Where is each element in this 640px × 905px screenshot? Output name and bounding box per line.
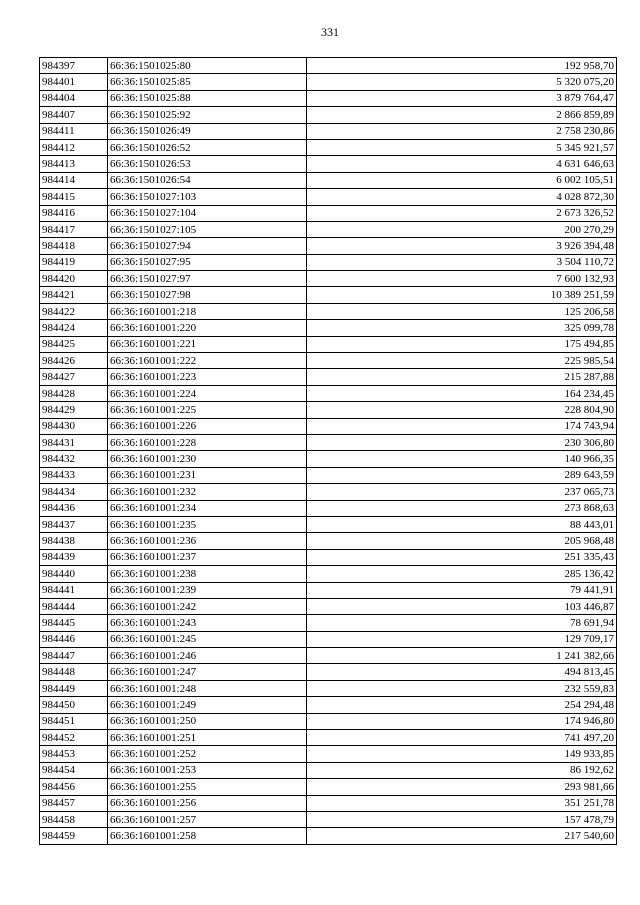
row-id-cell: 984420 <box>40 271 108 287</box>
row-id-cell: 984445 <box>40 615 108 631</box>
table-row <box>40 205 617 221</box>
table-row <box>40 336 617 352</box>
cadastral-value-cell: 1 241 382,66 <box>307 648 617 664</box>
cadastral-value-cell: 79 441,91 <box>307 582 617 598</box>
cadastral-number-cell: 66:36:1601001:222 <box>108 353 307 369</box>
cadastral-number-cell: 66:36:1601001:256 <box>108 795 307 811</box>
table-row <box>40 648 617 664</box>
table-row <box>40 795 617 811</box>
cadastral-number-cell: 66:36:1501026:53 <box>108 156 307 172</box>
cadastral-number-cell: 66:36:1601001:251 <box>108 730 307 746</box>
cadastral-number-cell: 66:36:1601001:226 <box>108 418 307 434</box>
cadastral-value-cell: 217 540,60 <box>307 828 617 844</box>
row-id-cell: 984444 <box>40 598 108 614</box>
row-id-cell: 984449 <box>40 680 108 696</box>
table-row <box>40 762 617 778</box>
row-id-cell: 984429 <box>40 402 108 418</box>
cadastral-number-cell: 66:36:1501027:95 <box>108 254 307 270</box>
cadastral-number-cell: 66:36:1601001:253 <box>108 762 307 778</box>
cadastral-number-cell: 66:36:1501025:80 <box>108 58 307 74</box>
table-row <box>40 107 617 123</box>
row-id-cell: 984424 <box>40 320 108 336</box>
table-row <box>40 418 617 434</box>
cadastral-number-cell: 66:36:1601001:258 <box>108 828 307 844</box>
row-id-cell: 984440 <box>40 566 108 582</box>
cadastral-value-cell: 273 868,63 <box>307 500 617 516</box>
cadastral-value-cell: 5 320 075,20 <box>307 74 617 90</box>
cadastral-number-cell: 66:36:1601001:225 <box>108 402 307 418</box>
table-row <box>40 713 617 729</box>
cadastral-number-cell: 66:36:1501027:98 <box>108 287 307 303</box>
cadastral-number-cell: 66:36:1501027:105 <box>108 221 307 237</box>
cadastral-value-cell: 164 234,45 <box>307 385 617 401</box>
table-row <box>40 402 617 418</box>
cadastral-number-cell: 66:36:1601001:238 <box>108 566 307 582</box>
table-row <box>40 500 617 516</box>
row-id-cell: 984446 <box>40 631 108 647</box>
row-id-cell: 984441 <box>40 582 108 598</box>
cadastral-value-cell: 254 294,48 <box>307 697 617 713</box>
cadastral-number-cell: 66:36:1601001:220 <box>108 320 307 336</box>
table-row <box>40 303 617 319</box>
table-row <box>40 139 617 155</box>
row-id-cell: 984425 <box>40 336 108 352</box>
cadastral-number-cell: 66:36:1601001:221 <box>108 336 307 352</box>
cadastral-value-cell: 7 600 132,93 <box>307 271 617 287</box>
cadastral-value-cell: 3 879 764,47 <box>307 90 617 106</box>
cadastral-value-cell: 225 985,54 <box>307 353 617 369</box>
row-id-cell: 984404 <box>40 90 108 106</box>
cadastral-value-cell: 289 643,59 <box>307 467 617 483</box>
table-row <box>40 566 617 582</box>
cadastral-number-cell: 66:36:1501027:94 <box>108 238 307 254</box>
cadastral-number-cell: 66:36:1501026:54 <box>108 172 307 188</box>
cadastral-number-cell: 66:36:1601001:245 <box>108 631 307 647</box>
cadastral-number-cell: 66:36:1601001:236 <box>108 533 307 549</box>
row-id-cell: 984439 <box>40 549 108 565</box>
row-id-cell: 984451 <box>40 713 108 729</box>
row-id-cell: 984412 <box>40 139 108 155</box>
table-row <box>40 254 617 270</box>
row-id-cell: 984419 <box>40 254 108 270</box>
table-row <box>40 451 617 467</box>
cadastral-value-cell: 230 306,80 <box>307 434 617 450</box>
cadastral-number-cell: 66:36:1501027:103 <box>108 189 307 205</box>
row-id-cell: 984437 <box>40 516 108 532</box>
table-row <box>40 287 617 303</box>
cadastral-number-cell: 66:36:1601001:257 <box>108 811 307 827</box>
row-id-cell: 984416 <box>40 205 108 221</box>
table-row <box>40 631 617 647</box>
cadastral-number-cell: 66:36:1501027:104 <box>108 205 307 221</box>
table-row <box>40 434 617 450</box>
table-row <box>40 516 617 532</box>
table-row <box>40 189 617 205</box>
cadastral-number-cell: 66:36:1601001:249 <box>108 697 307 713</box>
row-id-cell: 984447 <box>40 648 108 664</box>
row-id-cell: 984417 <box>40 221 108 237</box>
cadastral-number-cell: 66:36:1601001:243 <box>108 615 307 631</box>
cadastral-number-cell: 66:36:1601001:223 <box>108 369 307 385</box>
row-id-cell: 984415 <box>40 189 108 205</box>
row-id-cell: 984456 <box>40 779 108 795</box>
row-id-cell: 984453 <box>40 746 108 762</box>
cadastral-value-table <box>39 57 617 845</box>
row-id-cell: 984422 <box>40 303 108 319</box>
row-id-cell: 984401 <box>40 74 108 90</box>
table-row <box>40 238 617 254</box>
row-id-cell: 984434 <box>40 484 108 500</box>
cadastral-value-cell: 174 743,94 <box>307 418 617 434</box>
table-row <box>40 467 617 483</box>
cadastral-value-cell: 2 758 230,86 <box>307 123 617 139</box>
cadastral-number-cell: 66:36:1601001:228 <box>108 434 307 450</box>
cadastral-value-cell: 3 926 394,48 <box>307 238 617 254</box>
cadastral-number-cell: 66:36:1601001:255 <box>108 779 307 795</box>
row-id-cell: 984413 <box>40 156 108 172</box>
cadastral-value-cell: 125 206,58 <box>307 303 617 319</box>
table-row <box>40 730 617 746</box>
row-id-cell: 984427 <box>40 369 108 385</box>
table-row <box>40 353 617 369</box>
table-row <box>40 172 617 188</box>
row-id-cell: 984411 <box>40 123 108 139</box>
table-row <box>40 598 617 614</box>
cadastral-value-cell: 3 504 110,72 <box>307 254 617 270</box>
table-row <box>40 811 617 827</box>
cadastral-number-cell: 66:36:1501025:92 <box>108 107 307 123</box>
cadastral-number-cell: 66:36:1601001:247 <box>108 664 307 680</box>
table-row <box>40 779 617 795</box>
cadastral-value-cell: 232 559,83 <box>307 680 617 696</box>
cadastral-value-cell: 251 335,43 <box>307 549 617 565</box>
table-row <box>40 58 617 74</box>
cadastral-value-cell: 6 002 105,51 <box>307 172 617 188</box>
cadastral-value-cell: 351 251,78 <box>307 795 617 811</box>
cadastral-value-cell: 285 136,42 <box>307 566 617 582</box>
cadastral-number-cell: 66:36:1601001:248 <box>108 680 307 696</box>
row-id-cell: 984414 <box>40 172 108 188</box>
row-id-cell: 984433 <box>40 467 108 483</box>
cadastral-value-cell: 741 497,20 <box>307 730 617 746</box>
row-id-cell: 984428 <box>40 385 108 401</box>
cadastral-number-cell: 66:36:1601001:224 <box>108 385 307 401</box>
cadastral-number-cell: 66:36:1601001:237 <box>108 549 307 565</box>
cadastral-value-cell: 78 691,94 <box>307 615 617 631</box>
cadastral-value-cell: 228 804,90 <box>307 402 617 418</box>
row-id-cell: 984450 <box>40 697 108 713</box>
cadastral-value-cell: 494 813,45 <box>307 664 617 680</box>
table-row <box>40 90 617 106</box>
cadastral-value-cell: 4 028 872,30 <box>307 189 617 205</box>
cadastral-value-cell: 2 673 326,52 <box>307 205 617 221</box>
cadastral-value-cell: 157 478,79 <box>307 811 617 827</box>
table-body <box>40 58 617 845</box>
row-id-cell: 984397 <box>40 58 108 74</box>
row-id-cell: 984431 <box>40 434 108 450</box>
cadastral-value-cell: 200 270,29 <box>307 221 617 237</box>
row-id-cell: 984438 <box>40 533 108 549</box>
table-row <box>40 484 617 500</box>
cadastral-number-cell: 66:36:1501026:49 <box>108 123 307 139</box>
table-row <box>40 664 617 680</box>
table-row <box>40 746 617 762</box>
cadastral-number-cell: 66:36:1601001:250 <box>108 713 307 729</box>
page-number: 331 <box>321 25 339 39</box>
table-row <box>40 74 617 90</box>
cadastral-value-cell: 4 631 646,63 <box>307 156 617 172</box>
cadastral-value-cell: 215 287,88 <box>307 369 617 385</box>
cadastral-number-cell: 66:36:1601001:235 <box>108 516 307 532</box>
cadastral-number-cell: 66:36:1501025:88 <box>108 90 307 106</box>
table-row <box>40 221 617 237</box>
table-row <box>40 680 617 696</box>
cadastral-value-cell: 5 345 921,57 <box>307 139 617 155</box>
cadastral-number-cell: 66:36:1601001:242 <box>108 598 307 614</box>
table-row <box>40 369 617 385</box>
cadastral-number-cell: 66:36:1601001:234 <box>108 500 307 516</box>
row-id-cell: 984459 <box>40 828 108 844</box>
cadastral-number-cell: 66:36:1601001:232 <box>108 484 307 500</box>
cadastral-value-cell: 2 866 859,89 <box>307 107 617 123</box>
cadastral-value-cell: 88 443,01 <box>307 516 617 532</box>
cadastral-number-cell: 66:36:1601001:230 <box>108 451 307 467</box>
cadastral-value-cell: 293 981,66 <box>307 779 617 795</box>
cadastral-value-cell: 10 389 251,59 <box>307 287 617 303</box>
cadastral-value-cell: 175 494,85 <box>307 336 617 352</box>
cadastral-value-cell: 103 446,87 <box>307 598 617 614</box>
cadastral-value-cell: 140 966,35 <box>307 451 617 467</box>
cadastral-value-cell: 205 968,48 <box>307 533 617 549</box>
row-id-cell: 984407 <box>40 107 108 123</box>
row-id-cell: 984421 <box>40 287 108 303</box>
table-row <box>40 828 617 844</box>
table-row <box>40 615 617 631</box>
row-id-cell: 984432 <box>40 451 108 467</box>
cadastral-value-cell: 129 709,17 <box>307 631 617 647</box>
cadastral-value-cell: 86 192,62 <box>307 762 617 778</box>
row-id-cell: 984458 <box>40 811 108 827</box>
table-row <box>40 582 617 598</box>
cadastral-value-cell: 149 933,85 <box>307 746 617 762</box>
row-id-cell: 984430 <box>40 418 108 434</box>
cadastral-number-cell: 66:36:1501027:97 <box>108 271 307 287</box>
cadastral-number-cell: 66:36:1501025:85 <box>108 74 307 90</box>
cadastral-value-cell: 237 065,73 <box>307 484 617 500</box>
row-id-cell: 984448 <box>40 664 108 680</box>
cadastral-value-cell: 174 946,80 <box>307 713 617 729</box>
table-row <box>40 549 617 565</box>
cadastral-number-cell: 66:36:1601001:231 <box>108 467 307 483</box>
cadastral-number-cell: 66:36:1601001:246 <box>108 648 307 664</box>
table-row <box>40 271 617 287</box>
table-row <box>40 697 617 713</box>
row-id-cell: 984452 <box>40 730 108 746</box>
cadastral-value-cell: 192 958,70 <box>307 58 617 74</box>
table-row <box>40 123 617 139</box>
table-row <box>40 533 617 549</box>
row-id-cell: 984436 <box>40 500 108 516</box>
cadastral-number-cell: 66:36:1601001:239 <box>108 582 307 598</box>
row-id-cell: 984426 <box>40 353 108 369</box>
cadastral-number-cell: 66:36:1601001:252 <box>108 746 307 762</box>
cadastral-number-cell: 66:36:1601001:218 <box>108 303 307 319</box>
table-row <box>40 320 617 336</box>
cadastral-number-cell: 66:36:1501026:52 <box>108 139 307 155</box>
table-row <box>40 156 617 172</box>
row-id-cell: 984418 <box>40 238 108 254</box>
row-id-cell: 984457 <box>40 795 108 811</box>
cadastral-value-cell: 325 099,78 <box>307 320 617 336</box>
table-row <box>40 385 617 401</box>
row-id-cell: 984454 <box>40 762 108 778</box>
